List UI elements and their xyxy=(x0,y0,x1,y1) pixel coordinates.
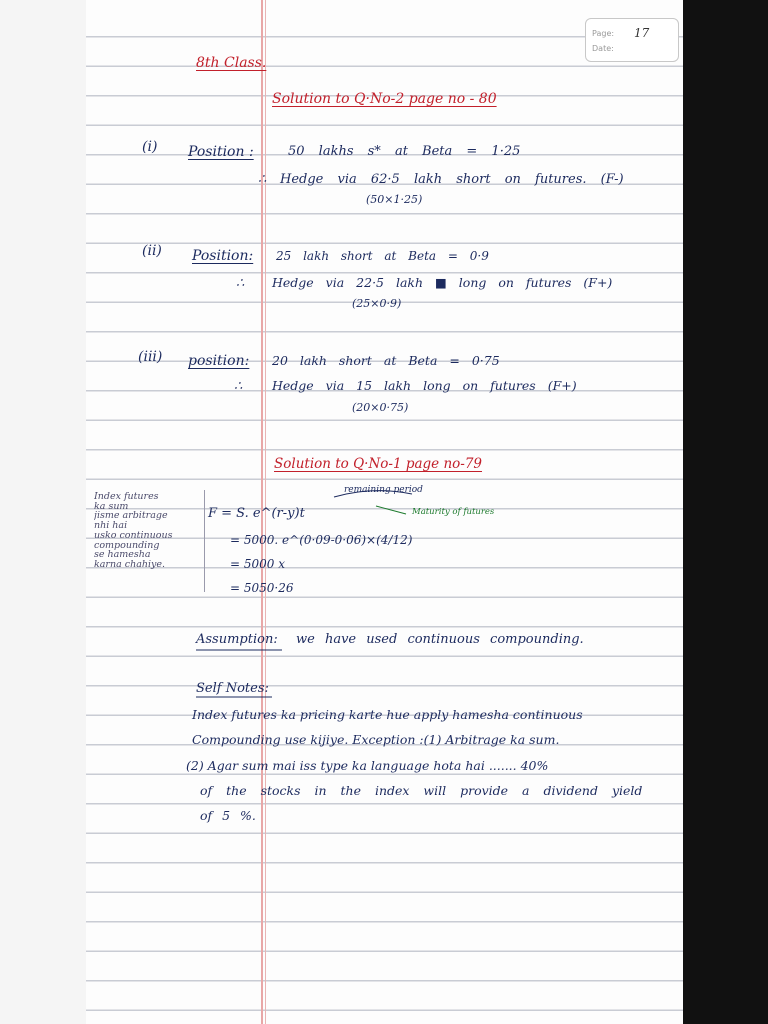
self-notes-line-4: of the stocks in the index will provide a dividend yield xyxy=(200,783,643,798)
maturity-arrow xyxy=(376,506,406,514)
section1-title: Solution to Q·No-2 page no - 80 xyxy=(272,91,497,107)
side-note xyxy=(94,492,202,570)
item2-calc: (25×0·9) xyxy=(352,297,402,310)
item3-hedge: Hedge via 15 lakh long on futures (F+) xyxy=(272,378,577,393)
item3-calc: (20×0·75) xyxy=(352,401,409,414)
item2-therefore: ∴ xyxy=(236,276,245,291)
formula-line-3: = 5000 x xyxy=(230,557,285,571)
item2-hedge: Hedge via 22·5 lakh ■ long on futures (F+) xyxy=(272,275,613,290)
side-note-line: karna chahiye. xyxy=(94,559,166,570)
annotation-maturity: Maturity of futures xyxy=(412,507,495,517)
formula-line-2: = 5000. e^(0·09-0·06)×(4/12) xyxy=(230,533,413,547)
item1-statement: 50 lakhs s* at Beta = 1·25 xyxy=(288,144,521,159)
side-note-line: nhi hai xyxy=(94,521,128,531)
item3-numeral: (iii) xyxy=(138,349,163,365)
annotation-remaining-period: remaining period xyxy=(344,485,423,495)
side-note-line: Index futures xyxy=(94,492,159,502)
item3-statement: 20 lakh short at Beta = 0·75 xyxy=(272,353,500,368)
class-title: 8th Class. xyxy=(196,55,267,71)
self-notes-line-3: (2) Agar sum mai iss type ka language hota hai ....... 40% xyxy=(186,758,549,773)
self-notes-line-1: Index futures ka pricing karte hue apply hamesha continuous xyxy=(192,707,583,722)
self-notes-line-2: Compounding use kijiye. Exception :(1) Arbitrage ka sum. xyxy=(192,732,560,747)
side-note-line: ka sum xyxy=(94,501,129,512)
formula-line-1: F = S. e^(r-y)t xyxy=(208,506,305,521)
side-note-line: compounding xyxy=(94,540,160,551)
item1-hedge: Hedge via 62·5 lakh short on futures. (F-) xyxy=(280,172,624,187)
self-notes-heading: Self Notes: xyxy=(196,681,269,696)
item1-therefore: ∴ xyxy=(258,172,267,187)
page-number: 17 xyxy=(634,26,650,40)
date-label: Date: xyxy=(592,44,614,53)
item2-statement: 25 lakh short at Beta = 0·9 xyxy=(276,249,489,263)
item3-label: position: xyxy=(188,353,250,369)
assumption-text: we have used continuous compounding. xyxy=(296,632,584,647)
item1-label: Position : xyxy=(188,144,254,160)
formula-line-4: = 5050·26 xyxy=(230,581,294,595)
assumption-label: Assumption: xyxy=(196,632,278,647)
side-note-line: usko continuous xyxy=(94,530,173,541)
item2-numeral: (ii) xyxy=(142,243,162,259)
item1-calc: (50×1·25) xyxy=(366,193,423,206)
side-note-line: jisme arbitrage xyxy=(94,511,168,522)
page-label: Page: xyxy=(592,29,615,38)
item3-therefore: ∴ xyxy=(234,379,243,394)
section2-title: Solution to Q·No-1 page no-79 xyxy=(274,456,483,472)
self-notes-line-5: of 5 %. xyxy=(200,808,256,823)
item1-numeral: (i) xyxy=(142,139,158,155)
remaining-period-bracket xyxy=(334,491,412,497)
item2-label: Position: xyxy=(192,248,254,264)
side-note-line: se hamesha xyxy=(94,550,151,560)
